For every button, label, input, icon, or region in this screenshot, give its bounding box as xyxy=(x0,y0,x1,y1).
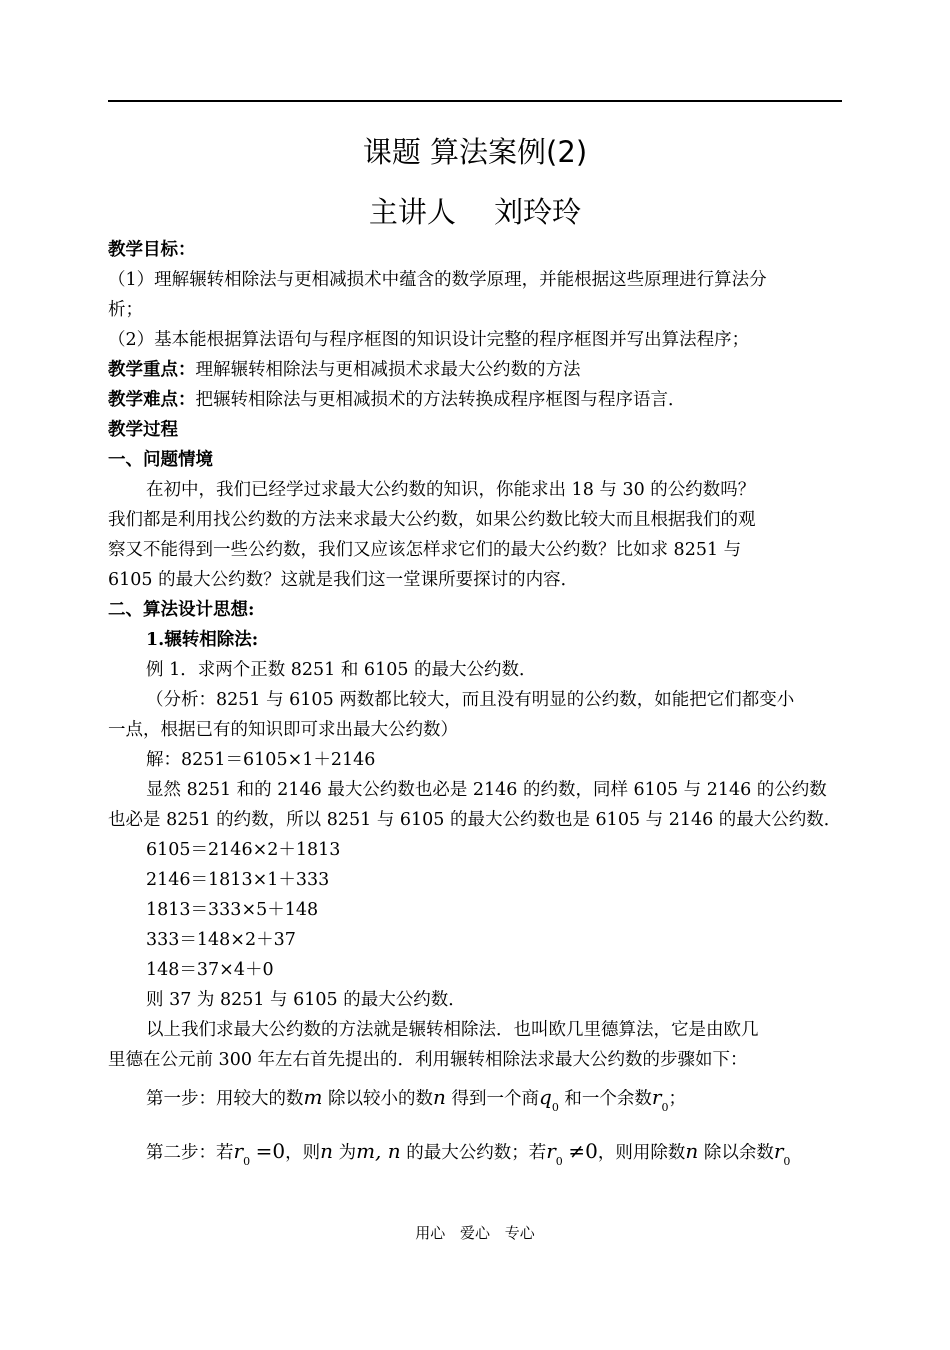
var-r0: $r_0$ xyxy=(651,1085,669,1114)
objective-1a: （1）理解辗转相除法与更相减损术中蕴含的数学原理，并能根据这些原理进行算法分 xyxy=(108,270,767,290)
var-n: n xyxy=(433,1085,446,1109)
reason-b: 也必是 8251 的约数，所以 8251 与 6105 的最大公约数也是 6105 与 2146 的最大公约数． xyxy=(108,810,842,830)
division-step: 333＝148×2＋37 xyxy=(146,930,296,950)
section1-heading: 一、问题情境 xyxy=(108,450,213,470)
method-a: 以上我们求最大公约数的方法就是辗转相除法．也叫欧几里德算法，它是由欧几 xyxy=(146,1020,759,1040)
conclusion: 则 37 为 8251 与 6105 的最大公约数． xyxy=(146,990,466,1010)
division-step: 148＝37×4＋0 xyxy=(146,960,274,980)
difficulty xyxy=(108,388,848,412)
algorithm-step-1: 第一步：用较大的数m 除以较小的数n 得到一个商$q_0$ 和一个余数$r_0$； xyxy=(146,1085,686,1114)
key-point-text: 理解辗转相除法与更相减损术求最大公约数的方法 xyxy=(195,360,581,380)
method-b: 里德在公元前 300 年左右首先提出的．利用辗转相除法求最大公约数的步骤如下： xyxy=(108,1050,748,1070)
section2-sub1: 1.辗转相除法: xyxy=(146,630,259,650)
objectives-label: 教学目标： xyxy=(108,240,196,260)
division-step: 2146＝1813×1＋333 xyxy=(146,870,330,890)
objective-1b: 析； xyxy=(108,300,143,320)
section1-p1: 在初中，我们已经学过求最大公约数的知识，你能求出 18 与 30 的公约数吗？ xyxy=(146,480,756,500)
reason-a: 显然 8251 和的 2146 最大公约数也必是 2146 的约数，同样 6105 与 2146 的公约数 xyxy=(146,780,827,800)
solution: 解：8251＝6105×1＋2146 xyxy=(146,750,376,770)
var-r0: $r_0$ xyxy=(773,1139,791,1168)
division-step: 1813＝333×5＋148 xyxy=(146,900,319,920)
var-r0: $r_0$ xyxy=(546,1139,563,1168)
key-point xyxy=(108,358,848,382)
process-heading: 教学过程 xyxy=(108,420,178,440)
example-1: 例 1．求两个正数 8251 和 6105 的最大公约数． xyxy=(146,660,537,680)
section1-p2a: 我们都是利用找公约数的方法来求最大公约数，如果公约数比较大而且根据我们的观 xyxy=(108,510,756,530)
section1-p2c: 6105 的最大公约数？这就是我们这一堂课所要探讨的内容． xyxy=(108,570,579,590)
section1-p2b: 察又不能得到一些公约数，我们又应该怎样求它们的最大公约数？比如求 8251 与 xyxy=(108,540,742,560)
analysis-a: （分析：8251 与 6105 两数都比较大，而且没有明显的公约数，如能把它们都变小 xyxy=(146,690,795,710)
speaker-line: 主讲人 刘玲玲 xyxy=(368,195,582,229)
var-n: n xyxy=(320,1139,334,1163)
section2-heading: 二、算法设计思想: xyxy=(108,600,255,620)
page-footer: 用心 爱心 专心 xyxy=(415,1224,535,1242)
key-point-label: 教学重点： xyxy=(108,360,196,380)
var-q0: $q_0$ xyxy=(539,1085,559,1114)
lesson-title: 课题 算法案例(2) xyxy=(362,135,588,169)
objective-2: （2）基本能根据算法语句与程序框图的知识设计完整的程序框图并写出算法程序； xyxy=(108,330,750,350)
analysis-b: 一点，根据已有的知识即可求出最大公约数） xyxy=(108,720,458,740)
difficulty-label: 教学难点： xyxy=(108,390,196,410)
var-r0: $r_0$ xyxy=(233,1139,251,1168)
header-rule xyxy=(108,100,842,102)
division-step: 6105＝2146×2＋1813 xyxy=(146,840,341,860)
algorithm-step-2: 第二步：若$r_0 =0$，则n 为m, n 的最大公约数；若$r_0 \ne 0$，则用除数n 除以余数$r_0$ xyxy=(146,1139,791,1168)
difficulty-text: 把辗转相除法与更相减损术的方法转换成程序框图与程序语言． xyxy=(195,390,686,410)
var-m: m xyxy=(303,1085,323,1109)
var-n: n xyxy=(685,1139,699,1163)
var-mn: m, n xyxy=(356,1139,401,1163)
